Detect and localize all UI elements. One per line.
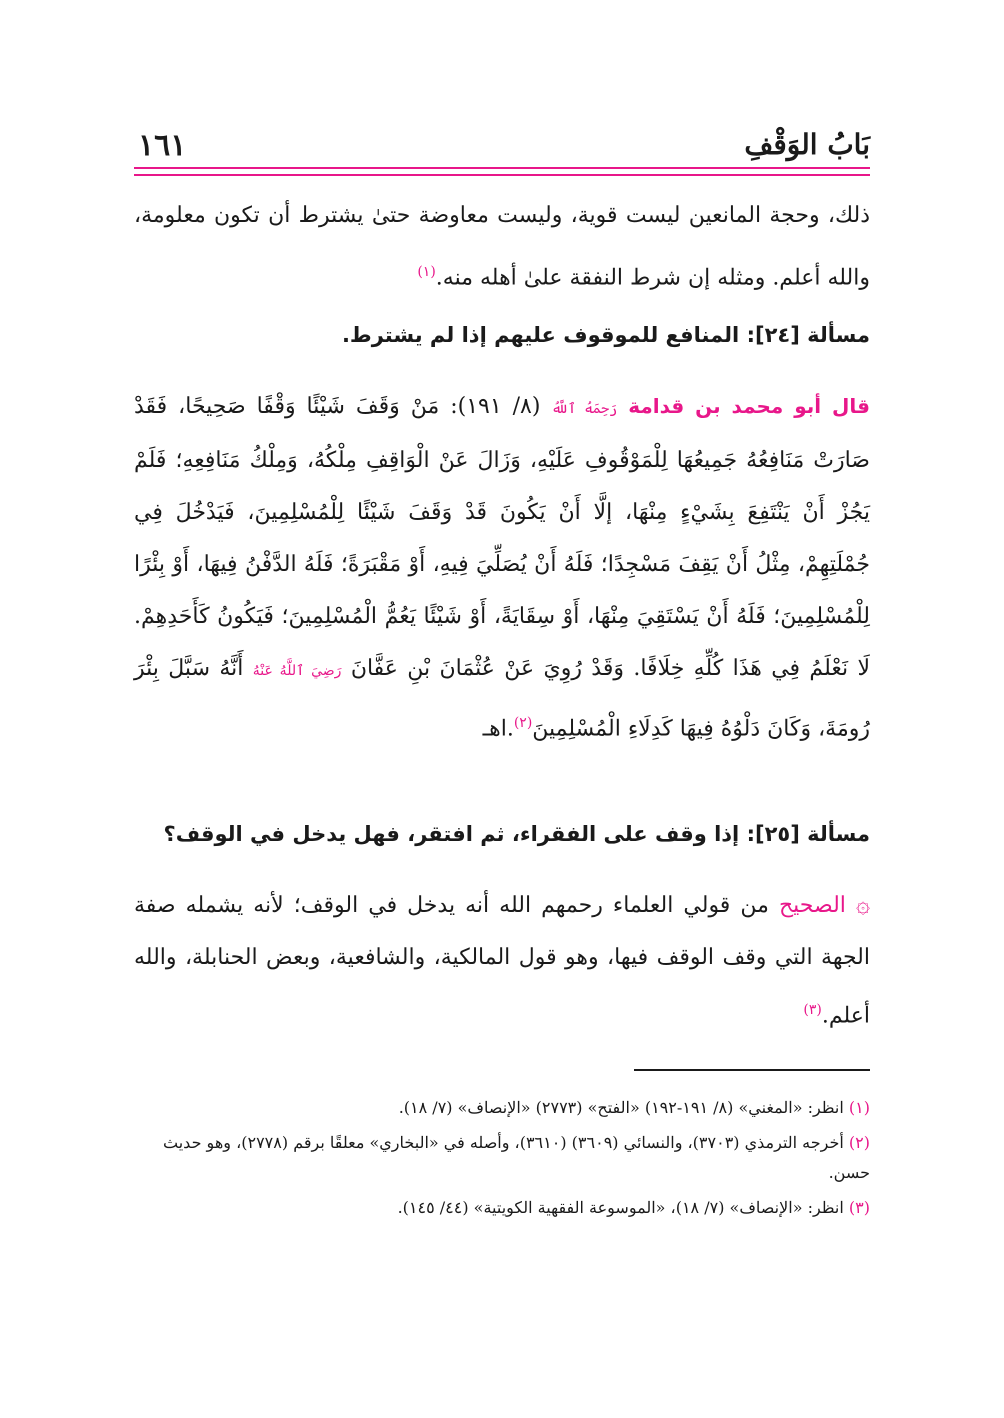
footnote-text: انظر: «المغني» (٨/ ١٩١-١٩٢) «الفتح» (٢٧٧٣) «الإنصاف» (٧/ ١٨).: [398, 1098, 844, 1117]
paragraph-continuation: [134, 188, 870, 306]
header-rule-top: [134, 167, 870, 169]
quote-text-a: مَنْ وَقَفَ شَيْئًا وَقْفًا صَحِيحًا، فَقَدْ صَارَتْ مَنَافِعُهُ جَمِيعُهَا لِلْمَوْقُوفِ عَلَيْهِ، وَزَالَ عَنْ الْوَاقِفِ مِلْكُهُ، وَمِلْكُ مَنَافِعِهِ؛ فَلَمْ يَجُزْ أَنْ يَنْتَفِعَ بِشَيْءٍ مِنْهَا، إلَّا أَنْ يَكُونَ قَدْ وَقَفَ شَيْئًا لِلْمُسْلِمِينَ، فَيَدْخُلَ فِي جُمْلَتِهِمْ، مِثْلُ أَنْ يَقِفَ مَسْجِدًا؛ فَلَهُ أَنْ يُصَلِّيَ فِيهِ، أَوْ مَقْبَرَةً؛ فَلَهُ الدَّفْنُ فِيهَا، أَوْ بِئْرًا لِلْمُسْلِمِينَ؛ فَلَهُ أَنْ يَسْتَقِيَ مِنْهَا، أَوْ سِقَايَةً، أَوْ شَيْئًا يَعُمُّ الْمُسْلِمِينَ؛ فَيَكُونُ كَأَحَدِهِمْ. لَا نَعْلَمُ فِي هَذَا كُلِّهِ خِلَافًا. وَقَدْ رُوِيَ عَنْ عُثْمَانَ بْنِ عَفَّانَ: [134, 394, 870, 681]
issue-label: مسألة [٢٥]:: [746, 822, 870, 846]
footnote-2: [134, 1128, 870, 1188]
answer-lead: الصحيح: [778, 893, 846, 918]
chapter-title: بَابُ الوَقْفِ: [744, 128, 870, 161]
honorific-2: رَضِيَ ٱللَّهُ عَنْهُ: [252, 663, 342, 679]
issue-label: مسألة [٢٤]:: [746, 323, 870, 347]
footnote-separator: [634, 1069, 870, 1071]
footnote-3: [134, 1193, 870, 1223]
issue-25-heading: [134, 822, 870, 846]
paragraph-text: ذلك، وحجة المانعين ليست قوية، وليست معاوضة حتىٰ يشترط أن تكون معلومة، والله أعلم. ومثله إن شرط النفقة علىٰ أهله منه.: [134, 203, 870, 291]
issue-24-heading: [134, 323, 870, 347]
answer-text: من قولي العلماء رحمهم الله أنه يدخل في الوقف؛ لأنه يشمله صفة الجهة التي وقف الوقف فيها، وهو قول المالكية، والشافعية، وبعض الحنابلة، والله أعلم.: [134, 893, 870, 1029]
footnote-number: (١): [848, 1098, 870, 1117]
quote-text-b: أَنَّهُ سَبَّلَ بِئْرَ رُومَةَ، وَكَانَ دَلْوُهُ فِيهَا كَدِلَاءِ الْمُسْلِمِينَ: [134, 656, 870, 742]
footnote-number: (٢): [848, 1133, 870, 1152]
issue-title: المنافع للموقوف عليهم إذا لم يشترط.: [341, 323, 740, 347]
footnote-1: [134, 1093, 870, 1123]
ibn-qudama-quote: [134, 380, 870, 755]
quote-author: قال أبو محمد بن قدامة: [628, 394, 871, 418]
answer-paragraph: [134, 878, 870, 1042]
quote-reference: (٨/ ١٩١):: [450, 394, 541, 419]
issue-title: إذا وقف على الفقراء، ثم افتقر، فهل يدخل في الوقف؟: [163, 822, 740, 846]
footnote-ref-3: (٣): [803, 1002, 822, 1018]
flower-marker-icon: ۞: [855, 890, 870, 918]
footnotes: [134, 1093, 870, 1228]
footnote-number: (٣): [848, 1198, 870, 1217]
page-number: ١٦١: [138, 128, 187, 163]
footnote-ref-1: (١): [417, 264, 436, 280]
footnote-text: انظر: «الإنصاف» (٧/ ١٨)، «الموسوعة الفقهية الكويتية» (٤٤/ ١٤٥).: [397, 1198, 844, 1217]
header-rule-bottom: [134, 174, 870, 176]
footnote-text: أخرجه الترمذي (٣٧٠٣)، والنسائي (٣٦٠٩) (٣٦١٠)، وأصله في «البخاري» معلقًا برقم (٢٧٧٨)، وهو حديث حسن.: [163, 1133, 870, 1182]
footnote-ref-2: (٢): [513, 715, 533, 731]
honorific: رَحِمَهُ ٱللَّهُ: [551, 401, 618, 417]
quote-end: .اهـ: [482, 716, 514, 742]
